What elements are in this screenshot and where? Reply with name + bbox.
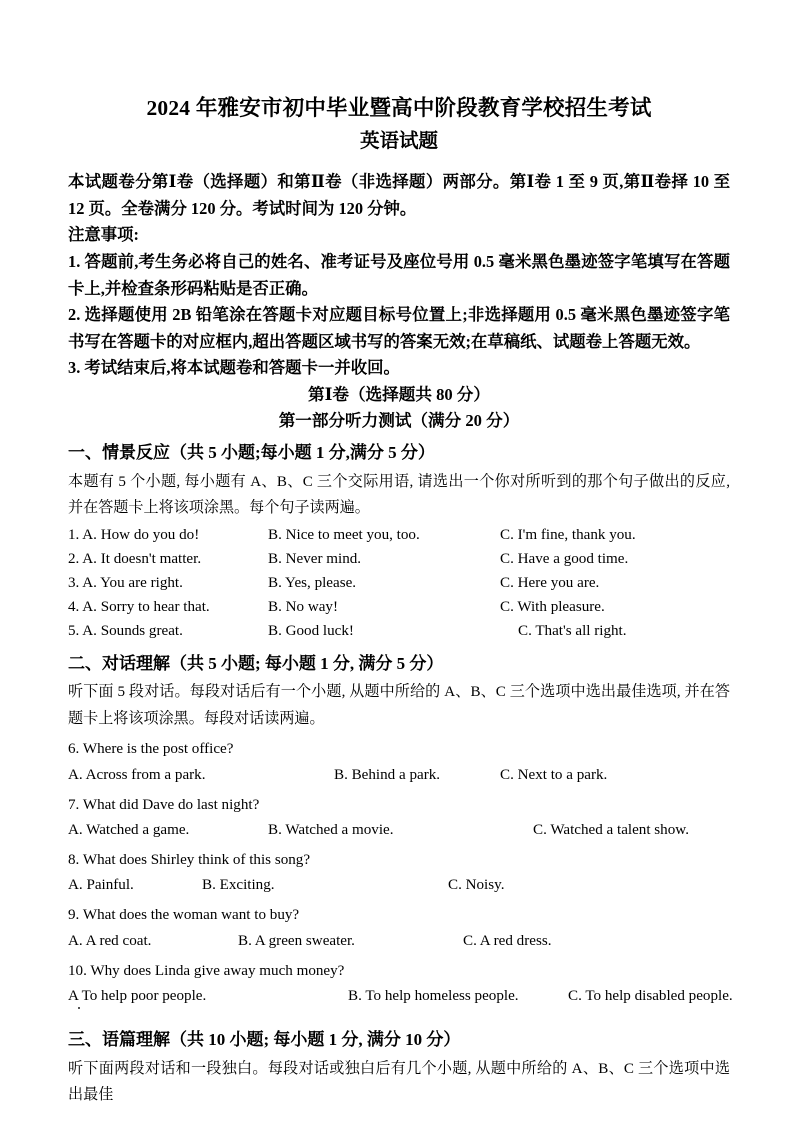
q4-option-b[interactable]: B. No way! xyxy=(268,598,339,615)
notice-item-1: 1. 答题前,考生务必将自己的姓名、准考证号及座位号用 0.5 毫米黑色墨迹签字笔填写在答题卡上,并检查条形码粘贴是否正确。 xyxy=(68,251,730,298)
page-content xyxy=(68,95,733,1111)
question-row-3 xyxy=(68,572,730,596)
q9-stem: 9. What does the woman want to buy? xyxy=(68,907,300,924)
q6-option-row xyxy=(68,764,730,788)
q10-option-b[interactable]: B. To help homeless people. xyxy=(348,988,519,1005)
q5-option-a[interactable]: 5. A. Sounds great. xyxy=(68,622,183,639)
q9-option-a[interactable]: A. A red coat. xyxy=(68,932,152,949)
question-row-2 xyxy=(68,548,730,572)
q4-option-a[interactable]: 4. A. Sorry to hear that. xyxy=(68,598,210,615)
q7-option-a[interactable]: A. Watched a game. xyxy=(68,822,190,839)
question-row-5 xyxy=(68,620,730,644)
q9-option-row xyxy=(68,930,730,954)
q2-option-a[interactable]: 2. A. It doesn't matter. xyxy=(68,550,202,567)
q5-option-c[interactable]: C. That's all right. xyxy=(518,622,627,639)
q7-option-row xyxy=(68,819,730,843)
q10-option-row xyxy=(68,985,733,1009)
section-heading-passage: 三、语篇理解（共 10 小题; 每小题 1 分, 满分 10 分） xyxy=(68,1030,461,1050)
q8-option-c[interactable]: C. Noisy. xyxy=(448,877,505,894)
question-row-4 xyxy=(68,596,730,620)
q5-option-b[interactable]: B. Good luck! xyxy=(268,622,354,639)
exam-notice-block xyxy=(68,169,730,382)
q6-option-a[interactable]: A. Across from a park. xyxy=(68,766,206,783)
page-subtitle: 英语试题 xyxy=(359,130,438,152)
q3-option-b[interactable]: B. Yes, please. xyxy=(268,574,357,591)
notice-item-3: 3. 考试结束后,将本试题卷和答题卡一并收回。 xyxy=(68,358,400,378)
q1-option-b[interactable]: B. Nice to meet you, too. xyxy=(268,526,420,543)
section-heading-situational: 一、情景反应（共 5 小题;每小题 1 分,满分 5 分） xyxy=(68,443,435,463)
q6-option-c[interactable]: C. Next to a park. xyxy=(500,766,608,783)
q3-option-a[interactable]: 3. A. You are right. xyxy=(68,574,183,591)
q2-option-b[interactable]: B. Never mind. xyxy=(268,550,362,567)
page-title: 2024 年雅安市初中毕业暨高中阶段教育学校招生考试 xyxy=(146,96,652,120)
q8-option-b[interactable]: B. Exciting. xyxy=(202,877,275,894)
volume-heading: 第Ⅰ卷（选择题共 80 分） xyxy=(308,384,490,404)
q10-option-a[interactable]: A To help poor people. xyxy=(68,988,207,1005)
q1-option-a[interactable]: 1. A. How do you do! xyxy=(68,526,200,543)
part-one-heading: 第一部分听力测试（满分 20 分） xyxy=(278,410,520,430)
q7-option-c[interactable]: C. Watched a talent show. xyxy=(533,822,689,839)
paper-structure-text: 本试题卷分第Ⅰ卷（选择题）和第Ⅱ卷（非选择题）两部分。第Ⅰ卷 1 至 9 页,第Ⅱ卷择 10 至 12 页。全卷满分 120 分。考试时间为 120 分钟。 xyxy=(68,172,730,218)
q1-option-c[interactable]: C. I'm fine, thank you. xyxy=(500,526,636,543)
q8-stem: 8. What does Shirley think of this song? xyxy=(68,852,311,869)
q6-stem: 6. Where is the post office? xyxy=(68,741,234,758)
section-intro-passage: 听下面两段对话和一段独白。每段对话或独白后有几个小题, 从题中所给的 A、B、C 三个选项中选出最佳 xyxy=(68,1060,730,1104)
q6-option-b[interactable]: B. Behind a park. xyxy=(334,766,441,783)
q10-stem: 10. Why does Linda give away much money? xyxy=(68,962,345,979)
scan-artifact-dot xyxy=(78,1007,80,1009)
section-heading-dialogue: 二、对话理解（共 5 小题; 每小题 1 分, 满分 5 分） xyxy=(68,653,444,673)
q7-stem: 7. What did Dave do last night? xyxy=(68,796,260,813)
q10-option-c[interactable]: C. To help disabled people. xyxy=(568,988,733,1005)
q4-option-c[interactable]: C. With pleasure. xyxy=(500,598,605,615)
notice-label: 注意事项: xyxy=(68,225,140,245)
section-intro-situational: 本题有 5 个小题, 每小题有 A、B、C 三个交际用语, 请选出一个你对所听到的那个句子做出的反应, 并在答题卡上将该项涂黑。每个句子读两遍。 xyxy=(68,473,730,517)
section-intro-dialogue: 听下面 5 段对话。每段对话后有一个小题, 从题中所给的 A、B、C 三个选项中选出最佳选项, 并在答题卡上将该项涂黑。每段对话读两遍。 xyxy=(68,684,730,727)
q7-option-b[interactable]: B. Watched a movie. xyxy=(268,822,394,839)
q9-option-c[interactable]: C. A red dress. xyxy=(463,932,552,949)
notice-item-2: 2. 选择题使用 2B 铅笔涂在答题卡对应题目标号位置上;非选择题用 0.5 毫米黑色墨迹签字笔书写在答题卡的对应框内,超出答题区域书写的答案无效;在草稿纸、试题卷上答题无效。 xyxy=(68,305,730,351)
q2-option-c[interactable]: C. Have a good time. xyxy=(500,550,629,567)
q3-option-c[interactable]: C. Here you are. xyxy=(500,574,600,591)
q8-option-row xyxy=(68,874,730,898)
q8-option-a[interactable]: A. Painful. xyxy=(68,877,134,894)
q9-option-b[interactable]: B. A green sweater. xyxy=(238,932,355,949)
question-row-1 xyxy=(68,524,730,548)
